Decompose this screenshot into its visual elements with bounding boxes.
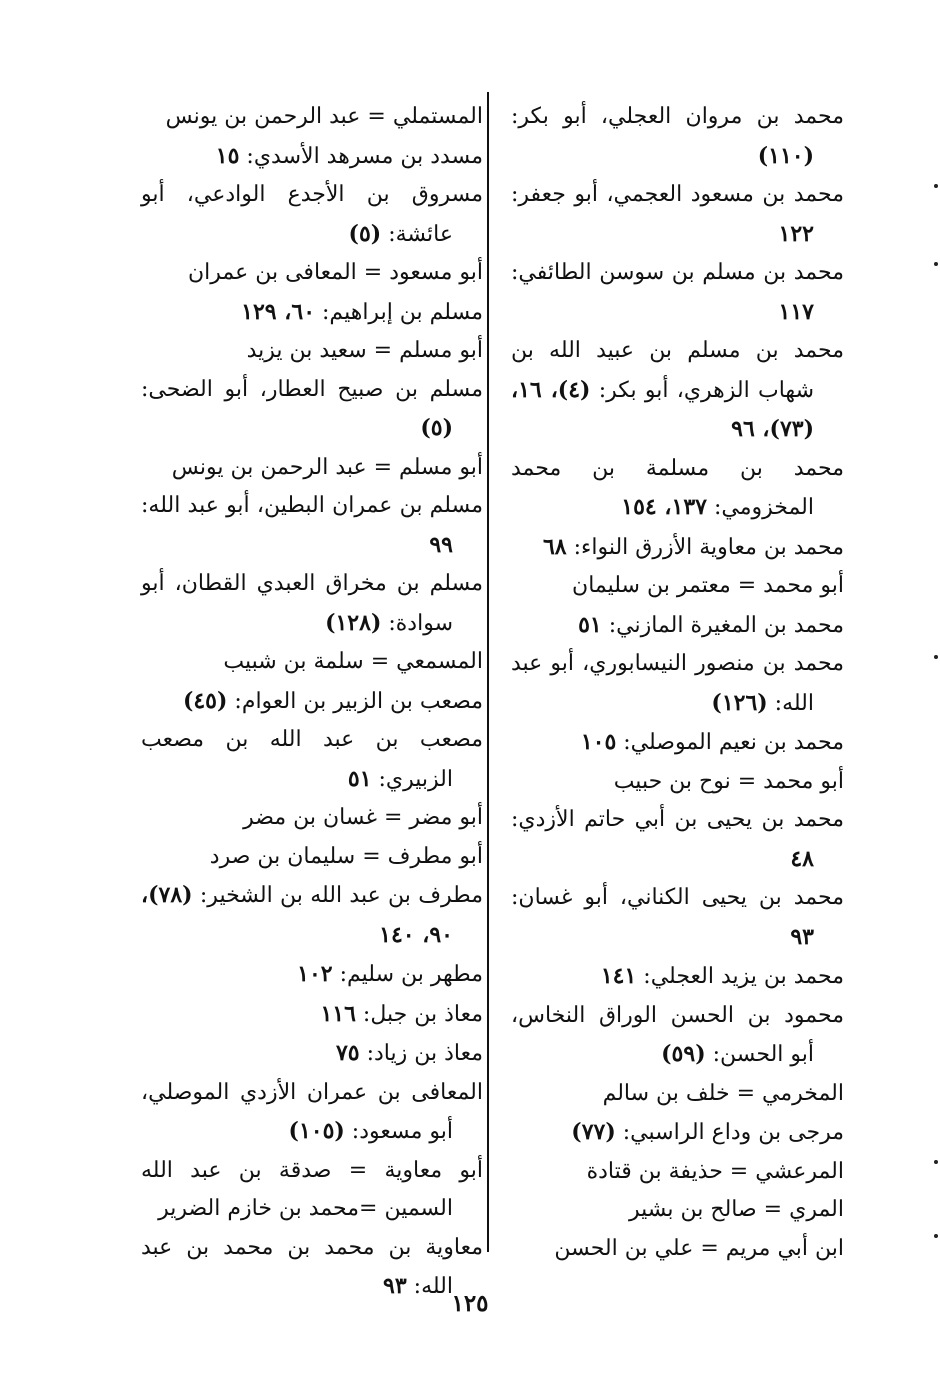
index-column-left (141, 98, 483, 1307)
entry-name: ابن أبي مريم = علي بن الحسن (554, 1235, 844, 1261)
index-entry (141, 449, 483, 488)
entry-page-refs: ٦٨ (542, 533, 567, 560)
margin-dot (934, 184, 938, 188)
index-entry (511, 879, 844, 957)
index-entry (511, 645, 844, 723)
index-column-right (511, 98, 844, 1268)
index-entry (141, 838, 483, 877)
index-entry (511, 606, 844, 646)
index-entry (511, 450, 844, 528)
index-entry (141, 876, 483, 955)
entry-name: محمد بن منصور النيسابوري، أبو عبد الله: (511, 651, 844, 716)
entry-name: المرعشي = حذيفة بن قتادة (586, 1158, 844, 1184)
entry-name: محمد بن يحيى بن أبي حاتم الأزدي: (511, 807, 844, 832)
entry-page-refs: (٥٩) (661, 1041, 706, 1067)
index-entry (141, 176, 483, 254)
entry-name: أبو مسلم = سعيد بن يزيد (246, 338, 483, 363)
index-entry (511, 997, 844, 1075)
entry-name: محمد بن نعيم الموصلي: (616, 730, 844, 755)
index-entry (141, 1034, 483, 1074)
index-entry (511, 332, 844, 450)
entry-name: أبو مطرف = سليمان بن صرد (209, 843, 483, 869)
index-entry (141, 332, 483, 371)
entry-name: محمد بن مسلم بن عبيد الله بن شهاب الزهري، أبو بكر: (511, 338, 844, 403)
entry-name: مسلم بن إبراهيم: (315, 299, 483, 325)
entry-page-refs: ٧٥ (335, 1040, 360, 1066)
index-entry (511, 957, 844, 997)
index-entry (141, 721, 483, 799)
index-entry (511, 567, 844, 606)
index-entry (511, 1191, 844, 1230)
entry-name: مسدد بن مسرهد الأسدي: (239, 143, 483, 169)
entry-name: مسلم بن عمران البطين، أبو عبد الله: (141, 493, 483, 518)
entry-page-refs: ١١٧ (778, 298, 814, 325)
entry-name: المسمعي = سلمة بن شبيب (223, 649, 483, 674)
entry-page-refs: ١٠٥ (580, 729, 617, 755)
column-divider (487, 92, 489, 1252)
entry-page-refs: (٧٧) (571, 1119, 616, 1145)
index-entry (141, 995, 483, 1035)
entry-page-refs: ١١٦ (320, 1000, 356, 1027)
index-entry (511, 1230, 844, 1269)
index-entry (141, 1074, 483, 1152)
entry-name: مطرف بن عبد الله بن الشخير: (192, 883, 483, 908)
margin-dot (934, 262, 938, 266)
entry-name: أبو محمد = نوح بن حبيب (613, 768, 844, 794)
entry-name: مرجى بن وداع الراسبي: (615, 1120, 844, 1145)
entry-name: محمد بن مسلم بن سوسن الطائفي: (511, 260, 844, 285)
index-entry (141, 487, 483, 565)
index-entry (511, 98, 844, 176)
entry-name: معاذ بن زياد: (359, 1041, 483, 1066)
entry-page-refs: ١٤١ (600, 963, 637, 989)
index-entry (511, 176, 844, 254)
entry-name: محمد بن يزيد العجلي: (636, 964, 844, 989)
entry-page-refs: ٥١ (347, 765, 372, 792)
index-entry (141, 1152, 483, 1229)
entry-page-refs: ٥١ (578, 611, 602, 638)
entry-name: أبو معاوية = صدقة بن عبد الله السمين =محمد بن خازم الضرير (141, 1157, 483, 1221)
entry-name: المري = صالح بن بشير (629, 1197, 844, 1222)
index-entry (511, 723, 844, 763)
entry-name: محمد بن المغيرة المازني: (601, 612, 844, 638)
entry-name: مصعب بن عبد الله بن مصعب الزبيري: (141, 727, 483, 792)
index-entry (511, 528, 844, 568)
entry-name: محمد بن مروان العجلي، أبو بكر: (511, 104, 844, 129)
page-number: ١٢٥ (451, 1290, 489, 1317)
index-entry (511, 763, 844, 802)
entry-name: المعافى بن عمران الأزدي الموصلي، أبو مسعود: (141, 1079, 483, 1144)
entry-page-refs: ٩٣ (790, 923, 814, 950)
entry-name: المخرمي = خلف بن سالم (602, 1080, 844, 1106)
index-entry (511, 1153, 844, 1192)
entry-name: أبو مسعود = المعافى بن عمران (187, 260, 483, 285)
entry-name: أبو مضر = غسان بن مضر (243, 805, 483, 830)
entry-page-refs: (١٢٨) (325, 609, 382, 636)
entry-name: محمد بن معاوية الأزرق النواء: (566, 534, 844, 560)
entry-page-refs: ٦٠، ١٢٩ (241, 298, 316, 325)
entry-page-refs: ٤٨ (790, 845, 814, 872)
entry-name: أبو محمد = معتمر بن سليمان (572, 573, 844, 598)
entry-name: محمود بن الحسن الوراق النخاس، أبو الحسن: (511, 1002, 844, 1067)
entry-page-refs: ١٥ (215, 142, 240, 169)
entry-page-refs: (٧٨)، ٩٠، ١٤٠ (141, 882, 453, 948)
margin-dot (934, 1160, 938, 1164)
index-entry (141, 682, 483, 722)
index-entry (141, 799, 483, 838)
entry-page-refs: ١٣٧، ١٥٤ (621, 494, 707, 520)
entry-name: المستملي = عبد الرحمن بن يونس (165, 104, 483, 129)
entry-name: محمد بن مسلمة بن محمد المخزومي: (511, 455, 844, 520)
index-entry (141, 137, 483, 177)
index-entry (141, 293, 483, 333)
entry-name: أبو مسلم = عبد الرحمن بن يونس (171, 454, 483, 480)
index-entry (141, 565, 483, 643)
entry-page-refs: (٥) (348, 220, 382, 247)
entry-name: مطهر بن سليم: (332, 962, 483, 987)
entry-page-refs: ١٢٢ (778, 220, 814, 247)
entry-name: مسلم بن صبيح العطار، أبو الضحى: (141, 376, 483, 402)
entry-page-refs: (٥) (420, 415, 453, 441)
index-entry (511, 254, 844, 332)
index-entry (141, 98, 483, 137)
entry-page-refs: ١٠٢ (297, 961, 333, 987)
entry-name: معاذ بن جبل: (355, 1001, 483, 1027)
index-entry (511, 1113, 844, 1153)
entry-name: مسروق بن الأجدع الوادعي، أبو عائشة: (141, 182, 483, 247)
index-entry (141, 254, 483, 293)
entry-page-refs: ٩٩ (429, 531, 453, 558)
index-entry (141, 371, 483, 449)
index-entry (141, 955, 483, 995)
index-entry (141, 643, 483, 682)
entry-name: مسلم بن مخراق العبدي القطان، أبو سوادة: (141, 571, 483, 636)
entry-page-refs: ٩٣ (383, 1273, 407, 1299)
entry-name: محمد بن يحيى الكناني، أبو غسان: (511, 885, 844, 910)
entry-page-refs: (١١٠) (757, 142, 814, 169)
entry-page-refs: (١٠٥) (288, 1118, 345, 1144)
index-entry (511, 801, 844, 879)
margin-dot (934, 1234, 938, 1238)
entry-page-refs: (١٢٦) (711, 689, 768, 716)
entry-name: محمد بن مسعود العجمي، أبو جعفر: (511, 182, 844, 207)
entry-page-refs: (٤٥) (182, 687, 228, 714)
entry-name: مصعب بن الزبير بن العوام: (227, 688, 483, 714)
margin-dot (934, 655, 938, 659)
entry-page-refs: (٤)، ١٦، (٧٣)، ٩٦ (511, 376, 814, 442)
entry-name: معاوية بن محمد بن محمد بن عبد الله: (141, 1234, 483, 1299)
index-entry (511, 1075, 844, 1114)
